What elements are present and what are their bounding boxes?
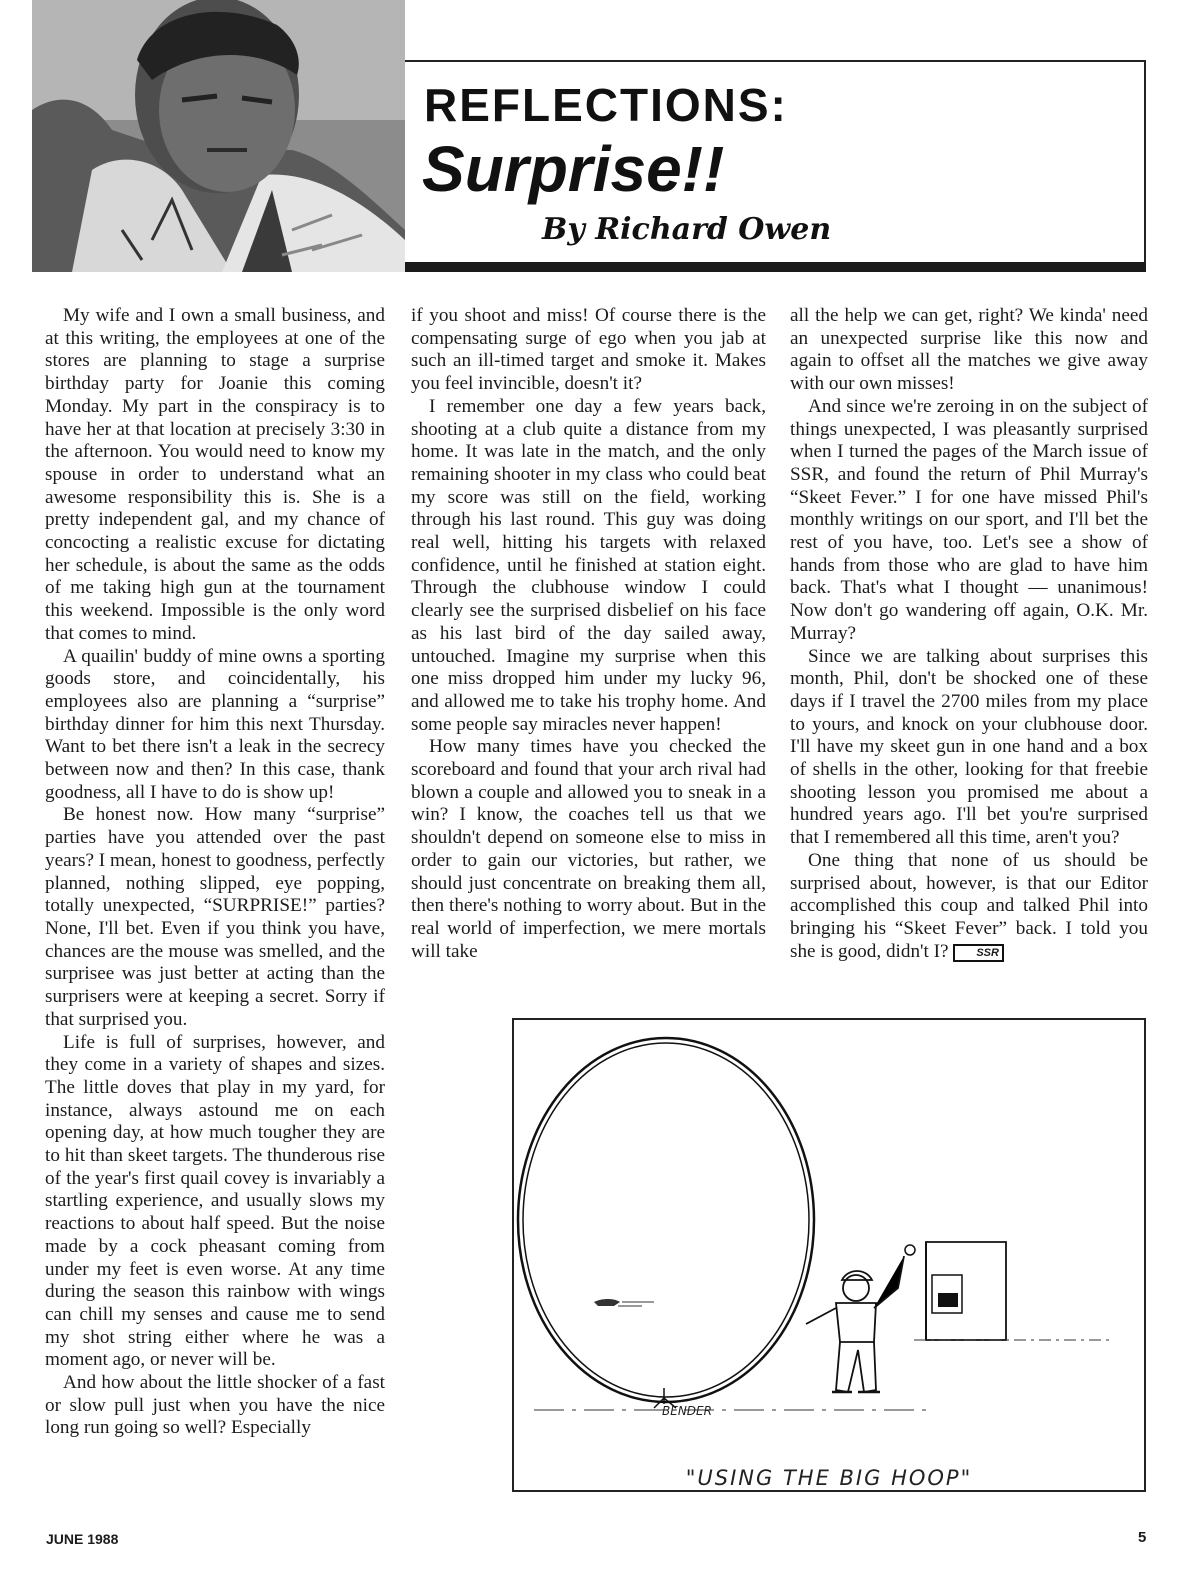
cartoon-caption: "USING THE BIG HOOP" — [685, 1466, 973, 1490]
article-column-1 — [45, 305, 385, 1440]
paragraph: Life is full of surprises, however, and they come in a variety of shapes and sizes. The little doves that play in my yard, for instance, always astound me on each opening day, at how much tougher they are to hit than skeet targets. The thunderous rise of the year's first quail covey is invariably a startling experience, and usually slows my reactions to about half speed. But the noise made by a cock pheasant coming from under my feet is even worse. At any time during the season this rainbow with wings can chill my senses and cause me to send my shot string either where he was a moment ago, or never will be. — [45, 1031, 385, 1371]
paragraph: And how about the little shocker of a fast or slow pull just when you have the nice long run going so well? Especially — [45, 1372, 385, 1439]
paragraph-last — [790, 850, 1148, 964]
cartoon-panel — [512, 1018, 1146, 1492]
section-title: REFLECTIONS: — [424, 79, 788, 131]
cartoon-drawing — [514, 1020, 1144, 1460]
article-byline: By Richard Owen — [542, 212, 832, 247]
cartoonist-signature: BENDER — [662, 1404, 712, 1418]
paragraph: A quailin' buddy of mine owns a sporting goods store, and coincidentally, his employees also are planning a “surprise” birthday dinner for him this next Thursday. Want to bet there isn't a leak in the secrecy between now and then? In this case, thank goodness, all I have to do is show up! — [45, 645, 385, 803]
paragraph: Be honest now. How many “surprise” parties have you attended over the past years? I mean, honest to goodness, perfectly planned, nothing slipped, eye popping, totally unexpected, “SURPRISE!” parties? None, I'll bet. Even if you think you have, chances are the mouse was smelled, and the surprisee was just better at acting than the surprisers were at keeping a secret. Sorry if that surprised you. — [45, 804, 385, 1030]
article-column-3 — [790, 305, 1148, 963]
issue-date: JUNE 1988 — [46, 1531, 119, 1547]
article-headline: Surprise!! — [422, 133, 725, 205]
paragraph: Since we are talking about surprises this month, Phil, don't be shocked one of these days if I travel the 2700 miles from my place to yours, and knock on your clubhouse door. I'll have my skeet gun in one hand and a box of shells in the other, looking for that freebie shooting lesson you promised me about a hundred years ago. I'll bet you're surprised that I remembered all this time, aren't you? — [790, 645, 1148, 849]
paragraph: all the help we can get, right? We kinda' need an unexpected surprise like this now and again to offset all the matches we give away with our own misses! — [790, 305, 1148, 395]
page-number: 5 — [1138, 1529, 1147, 1546]
ssr-end-mark: SSR — [953, 944, 1004, 962]
paragraph: How many times have you checked the scoreboard and found that your arch rival had blown a couple and allowed you to sneak in a win? I know, the coaches tell us that we shouldn't depend on someone else to miss in order to gain our victories, but rather, we should just concentrate on breaking them all, then there's nothing to worry about. But in the real world of imperfection, we mere mortals will take — [411, 736, 766, 962]
article-column-2 — [411, 305, 766, 963]
paragraph: My wife and I own a small business, and at this writing, the employees at one of the stores are planning to stage a surprise birthday party for Joanie this coming Monday. My part in the conspiracy is to have her at that location at precisely 3:30 in the afternoon. You would need to know my spouse in order to understand what an awesome responsibility this is. She is a pretty independent gal, and my chance of concocting a realistic excuse for dictating her schedule, is about the same as the odds of me taking high gun at the tournament this weekend. Impossible is the only word that comes to mind. — [45, 305, 385, 644]
paragraph: One thing that none of us should be surprised about, however, is that our Editor accomplished this coup and talked Phil into bringing his “Skeet Fever” back. I told you she is good, didn't I? — [790, 849, 1148, 962]
paragraph: I remember one day a few years back, shooting at a club quite a distance from my home. It was late in the match, and the only remaining shooter in my class who could beat my score was still on the field, working through his last round. This guy was doing real well, hitting his targets with relaxed confidence, until he finished at station eight. Through the clubhouse window I could clearly see the surprised disbelief on his face as his last bird of the day sailed away, untouched. Imagine my surprise when this one miss dropped him under my lucky 96, and allowed me to take his trophy home. And some people say miracles never happen! — [411, 395, 766, 735]
paragraph: if you shoot and miss! Of course there is the compensating surge of ego when you jab at such an ill-timed target and smoke it. Makes you feel invincible, doesn't it? — [411, 305, 766, 395]
paragraph: And since we're zeroing in on the subject of things unexpected, I was pleasantly surprised when I turned the pages of the March issue of SSR, and found the return of Phil Murray's “Skeet Fever.” I for one have missed Phil's monthly writings on our sport, and I'll bet the rest of you have, too. Let's see a show of hands from those who are glad to have him back. That's what I thought — unanimous! Now don't go wandering off again, O.K. Mr. Murray? — [790, 395, 1148, 644]
author-photo — [32, 0, 405, 272]
